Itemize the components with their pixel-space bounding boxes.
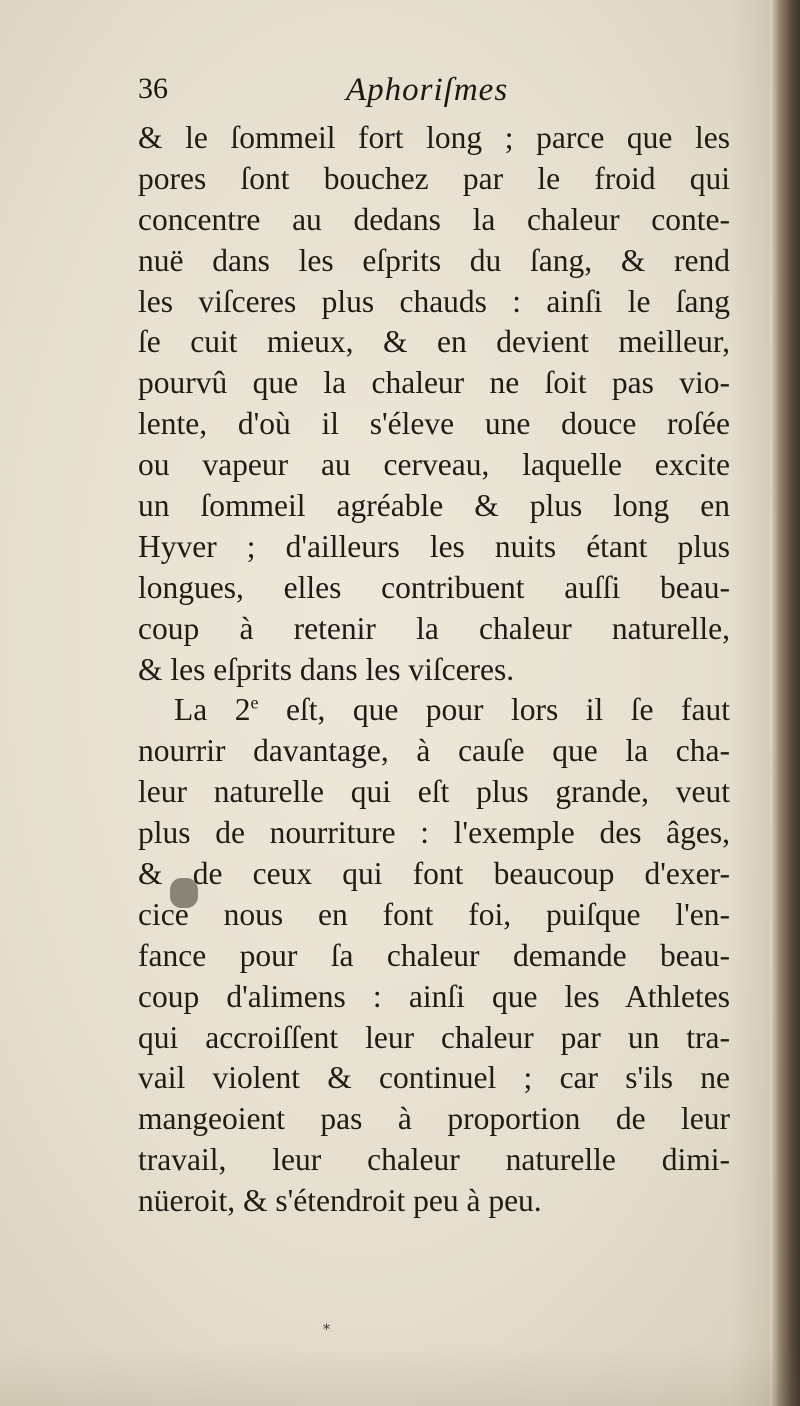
text-line: vail violent & continuel ; car s'ils ne	[138, 1060, 730, 1096]
bottom-shade	[0, 1346, 800, 1406]
text-line: & de ceux qui font beaucoup d'exer-	[138, 856, 730, 892]
text-line: les viſceres plus chauds : ainſi le ſang	[138, 283, 730, 319]
text-line: & les eſprits dans les viſceres.	[138, 651, 515, 687]
text-line: nüeroit, & s'étendroit peu à peu.	[138, 1183, 542, 1219]
text-line: lente, d'où il s'éleve une douce roſée	[138, 406, 730, 442]
text-line: qui accroiſſent leur chaleur par un tra-	[138, 1019, 730, 1055]
paragraph-2-rest: eſt, que pour lors il ſe faut	[258, 692, 730, 728]
page-header	[138, 72, 738, 122]
text-line: & le ſommeil fort long ; parce que les	[138, 120, 730, 155]
text-line: un ſommeil agréable & plus long en	[138, 488, 730, 524]
text-line: mangeoient pas à proportion de leur	[138, 1101, 730, 1137]
text-line: longues, elles contribuent auſſi beau-	[138, 569, 730, 605]
text-line: pores ſont bouchez par le froid qui	[138, 160, 730, 196]
text-line: cice nous en font foi, puiſque l'en-	[138, 896, 730, 932]
text-line: coup à retenir la chaleur naturelle,	[138, 610, 730, 646]
text-line: fance pour ſa chaleur demande beau-	[138, 937, 730, 973]
fold-shadow	[730, 0, 770, 1406]
binding-edge	[770, 0, 800, 1406]
body-text	[138, 118, 730, 1222]
text-line: travail, leur chaleur naturelle dimi-	[138, 1142, 730, 1178]
text-line: nuë dans les eſprits du ſang, & rend	[138, 242, 730, 278]
text-line: Hyver ; d'ailleurs les nuits étant plus	[138, 528, 730, 564]
printer-ornament: *	[323, 1322, 330, 1338]
text-line: ou vapeur au cerveau, laquelle excite	[138, 447, 730, 483]
text-line: nourrir davantage, à cauſe que la cha-	[138, 733, 730, 769]
text-line: ſe cuit mieux, & en devient meilleur,	[138, 324, 730, 360]
text-line: concentre au dedans la chaleur conte-	[138, 201, 730, 237]
paragraph-2-first-line	[138, 690, 730, 731]
running-head: Aphoriſmes	[346, 72, 509, 108]
ordinal-superscript: e	[250, 692, 259, 713]
page-number: 36	[138, 72, 168, 105]
text-line: coup d'alimens : ainſi que les Athletes	[138, 978, 730, 1014]
text-line: pourvû que la chaleur ne ſoit pas vio-	[138, 365, 730, 401]
paragraph-2-start: La 2	[174, 692, 251, 728]
text-line: plus de nourriture : l'exemple des âges,	[138, 815, 730, 851]
text-line: leur naturelle qui eſt plus grande, veut	[138, 774, 730, 810]
